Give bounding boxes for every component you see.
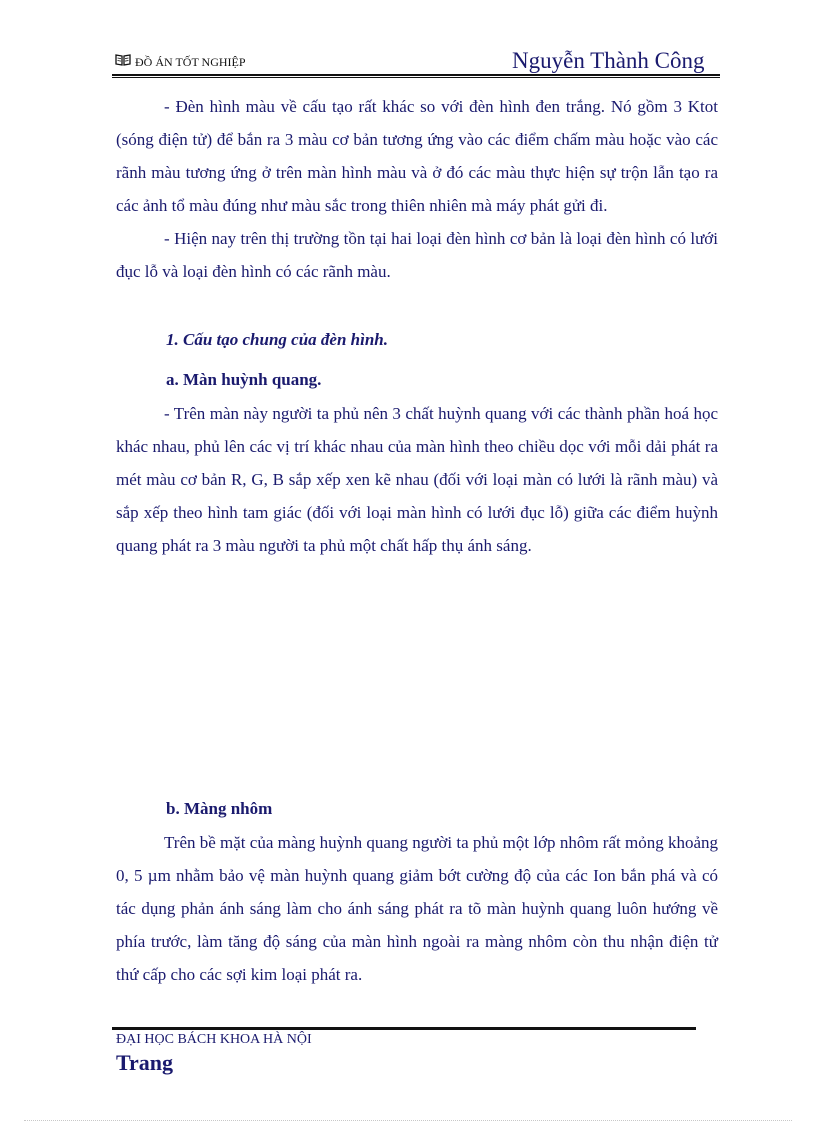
author-name: Nguyễn Thành Công xyxy=(512,48,705,73)
footer-divider xyxy=(112,1027,696,1030)
open-book-icon xyxy=(115,54,131,70)
section-heading: 1. Cấu tạo chung của đèn hình. xyxy=(166,330,389,349)
phosphor-block xyxy=(116,397,718,562)
paragraph-aluminum-layer: Trên bề mặt của màng huỳnh quang người ta phủ một lớp nhôm rất mỏng khoảng 0, 5 µm nhằm bảo vệ màn huỳnh quang giảm bớt cường độ của các Ion bắn phá và có tác dụng phản ánh sáng làm cho ánh sáng phát ra tõ màn huỳnh quang luôn hướng về phía trước, làm tăng độ sáng của màn hình ngoài ra màng nhôm còn thu nhận điện tử thứ cấp cho các sợi kim loại phát ra. xyxy=(116,833,718,984)
paragraph-color-tube: - Đèn hình màu về cấu tạo rất khác so với đèn hình đen trắng. Nó gồm 3 Ktot (sóng điện tử) để bắn ra 3 màu cơ bản tương ứng vào các điểm chấm màu hoặc vào các rãnh màu tương ứng ở trên màn hình màu và ở đó các màu thực hiện sự trộn lẫn tạo ra các ảnh tổ màu đúng như màu sắc trong thiên nhiên mà máy phát gửi đi. xyxy=(116,97,718,215)
footer-university: ĐẠI HỌC BÁCH KHOA HÀ NỘI xyxy=(116,1032,312,1047)
paragraph-tube-types: - Hiện nay trên thị trường tồn tại hai loại đèn hình cơ bản là loại đèn hình có lưới đục lỗ và loại đèn hình có các rãnh màu. xyxy=(116,229,718,281)
paragraph-phosphor-screen: - Trên màn này người ta phủ nên 3 chất huỳnh quang với các thành phần hoá học khác nhau, phủ lên các vị trí khác nhau của màn hình theo chiều dọc với mỗi dải phát ra mét màu cơ bản R, G, B sắp xếp xen kẽ nhau (đối với loại màn có lưới là rãnh màu) và sắp xếp theo hình tam giác (đối với loại màn hình có lưới đục lỗ) giữa các điểm huỳnh quang phát ra 3 màu người ta phủ một chất hấp thụ ánh sáng. xyxy=(116,404,718,555)
header-left xyxy=(115,54,246,70)
header-divider xyxy=(112,74,720,78)
aluminum-block xyxy=(116,826,718,991)
intro-block xyxy=(116,90,718,288)
subsection-heading-a: a. Màn huỳnh quang. xyxy=(166,370,322,389)
footer-page-label: Trang xyxy=(116,1050,174,1075)
page-edge xyxy=(24,1120,792,1121)
document-type-label: ĐỒ ÁN TỐT NGHIỆP xyxy=(135,54,246,69)
subsection-heading-b: b. Màng nhôm xyxy=(166,799,273,818)
